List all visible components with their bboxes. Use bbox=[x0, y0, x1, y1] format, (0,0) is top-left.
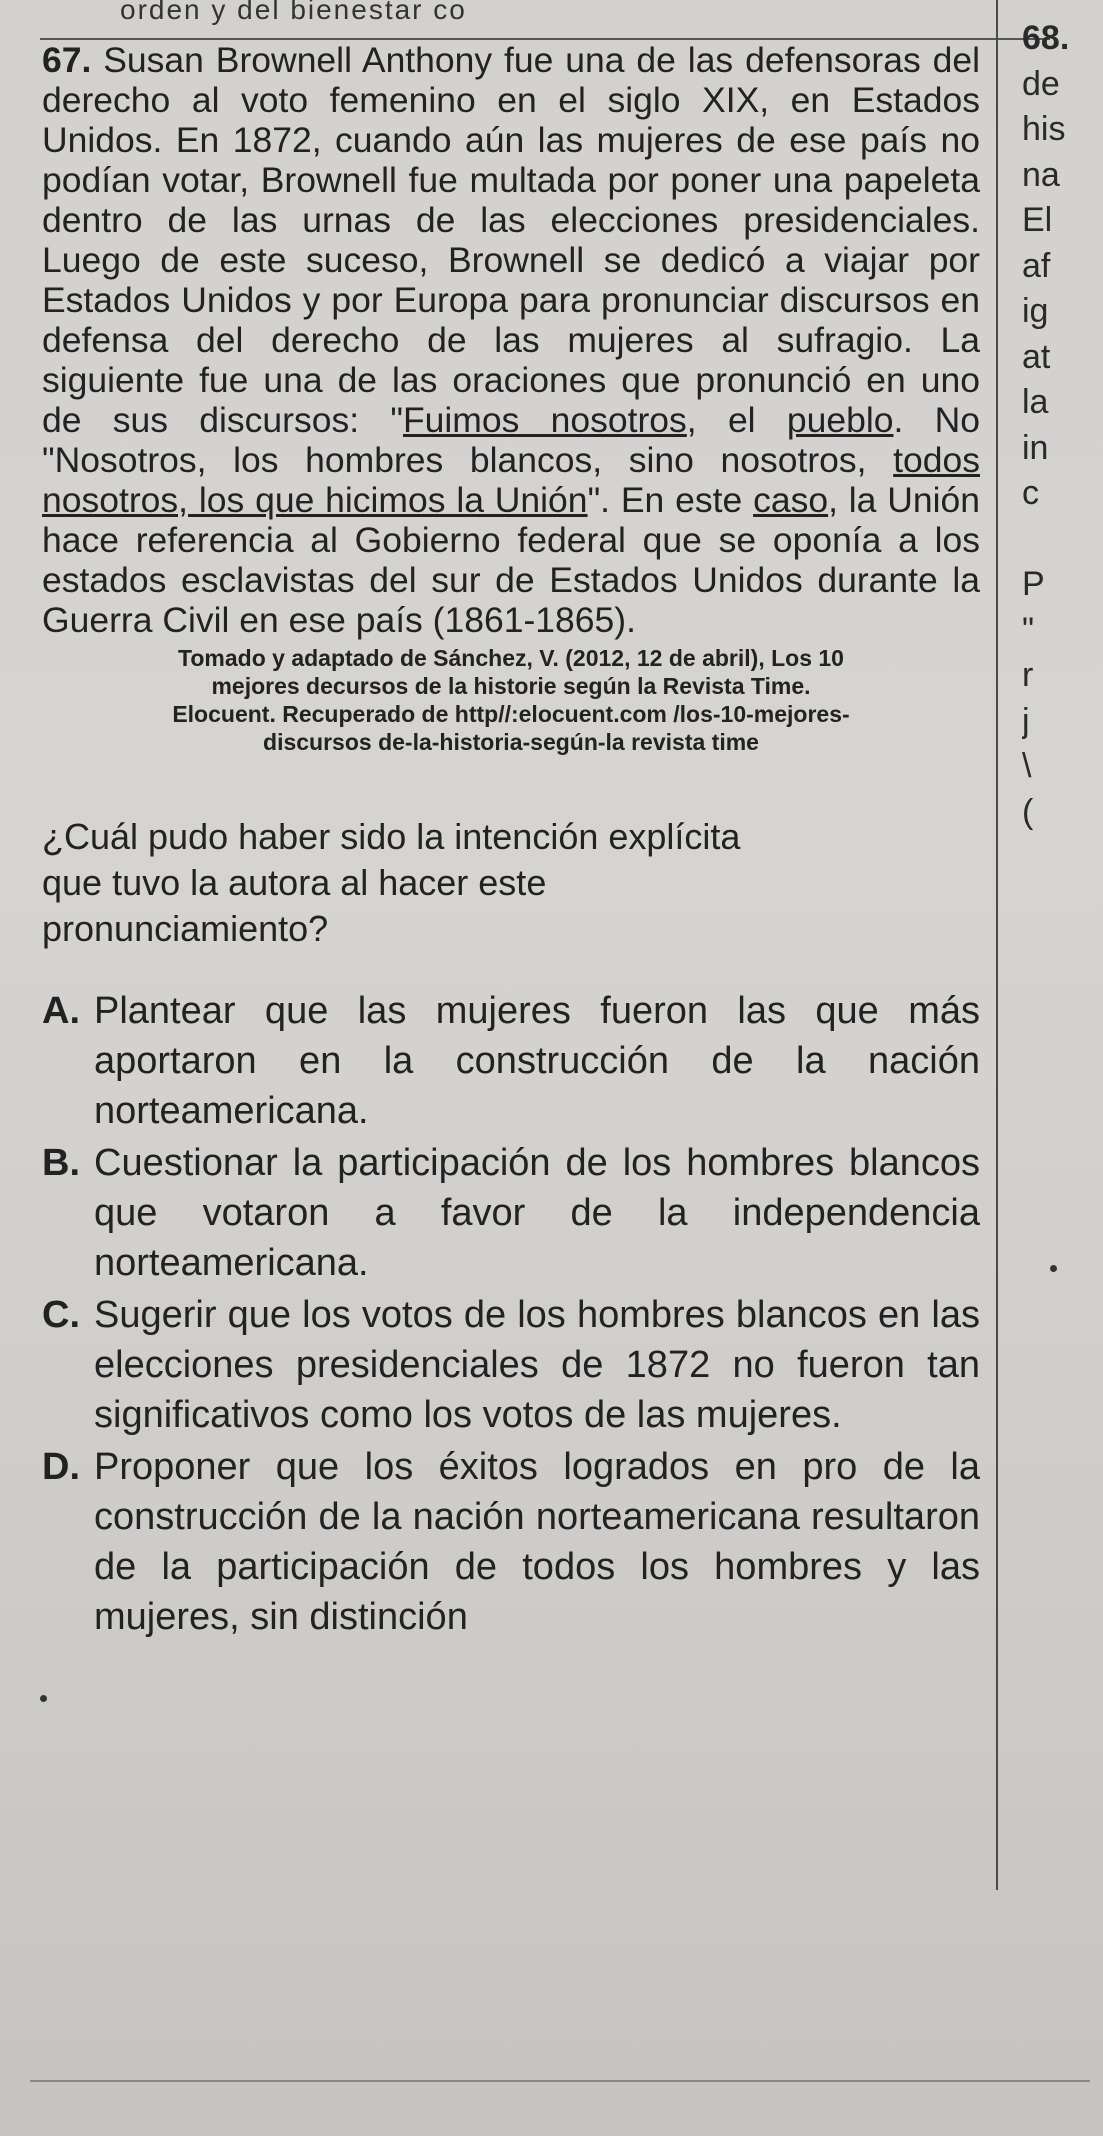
reading-passage bbox=[42, 40, 980, 640]
next-col-fragment: P bbox=[1022, 565, 1045, 603]
option-b-letter: B. bbox=[42, 1142, 80, 1184]
next-col-fragment: af bbox=[1022, 246, 1051, 285]
answer-options bbox=[42, 986, 980, 1642]
next-col-fragment: la bbox=[1022, 383, 1049, 421]
bottom-divider bbox=[30, 2080, 1090, 2082]
next-col-fragment: ( bbox=[1022, 792, 1034, 831]
passage-underlined-2: pueblo bbox=[786, 400, 894, 440]
option-c[interactable] bbox=[42, 1290, 980, 1440]
next-col-fragment: na bbox=[1022, 155, 1060, 194]
clipped-header-text: orden y del bienestar co bbox=[120, 0, 467, 25]
option-a[interactable] bbox=[42, 986, 980, 1136]
question-prompt: ¿Cuál pudo haber sido la intención explícita que tuvo la autora al hacer este pronunciamiento? bbox=[42, 816, 741, 949]
passage-text-5: , la Unión hace referencia al Gobierno federal que se oponía a los estados esclavistas del sur de Estados Unidos durante la Guerra Civil en ese país (1861-1865). bbox=[42, 480, 981, 640]
question-number: 67. bbox=[42, 40, 92, 80]
next-col-fragment: " bbox=[1022, 610, 1035, 649]
next-col-fragment: j bbox=[1022, 701, 1030, 740]
next-col-fragment: \ bbox=[1022, 747, 1032, 785]
next-col-fragment: his bbox=[1022, 110, 1066, 148]
next-question-number: 68. bbox=[1022, 19, 1070, 57]
column-divider bbox=[996, 0, 998, 1890]
option-d[interactable] bbox=[42, 1442, 980, 1642]
source-line-4: discursos de-la-historia-según-la revista time bbox=[263, 729, 759, 755]
next-col-fragment: ig bbox=[1022, 292, 1049, 330]
option-b[interactable] bbox=[42, 1138, 980, 1288]
next-col-fragment: El bbox=[1022, 201, 1053, 239]
source-line-3: Elocuent. Recuperado de http//:elocuent.com /los-10-mejores- bbox=[172, 701, 850, 727]
passage-text-1: Susan Brownell Anthony fue una de las defensoras del derecho al voto femenino en el siglo XIX, en Estados Unidos. En 1872, cuando aún las mujeres de ese país no podían votar, Brownell fue multada por poner una papeleta dentro de las urnas de las elecciones presidenciales. Luego de este suceso, Brownell se dedicó a viajar por Estados Unidos y por Europa para pronunciar discursos en defensa del derecho de las mujeres al sufragio. La siguiente fue una de las oraciones que pronunció en uno de sus discursos: " bbox=[42, 40, 980, 440]
option-a-text: Plantear que las mujeres fueron las que más aportaron en la construcción de la nación norteamericana. bbox=[94, 990, 980, 1132]
option-c-letter: C. bbox=[42, 1294, 80, 1336]
source-citation bbox=[42, 644, 980, 756]
passage-underlined-1: Fuimos nosotros bbox=[402, 400, 687, 440]
next-col-fragment bbox=[1022, 517, 1103, 563]
next-question-column bbox=[1022, 16, 1103, 835]
option-c-text: Sugerir que los votos de los hombres blancos en las elecciones presidenciales de 1872 no fueron tan significativos como los votos de las mujeres. bbox=[94, 1294, 980, 1436]
option-d-letter: D. bbox=[42, 1446, 80, 1488]
next-col-fragment: at bbox=[1022, 337, 1051, 376]
next-col-fragment: c bbox=[1022, 474, 1039, 512]
question-67 bbox=[42, 40, 980, 1644]
passage-underlined-4: caso bbox=[753, 480, 829, 520]
source-line-2: mejores decursos de la historie según la Revista Time. bbox=[211, 673, 811, 699]
next-col-fragment: in bbox=[1022, 428, 1049, 467]
option-d-text: Proponer que los éxitos logrados en pro de la construcción de la nación norteamericana resultaron de la participación de todos los hombres y las mujeres, sin distinción bbox=[94, 1446, 980, 1638]
passage-text-3: . No "Nosotros, los hombres blancos, sino nosotros, bbox=[42, 400, 980, 480]
option-b-text: Cuestionar la participación de los hombres blancos que votaron a favor de la independencia norteamericana. bbox=[94, 1142, 980, 1284]
bullet-mark-right bbox=[1050, 1265, 1057, 1272]
bullet-mark-left bbox=[40, 1695, 47, 1702]
source-line-1: Tomado y adaptado de Sánchez, V. (2012, 12 de abril), Los 10 bbox=[178, 645, 844, 671]
next-col-fragment: de bbox=[1022, 64, 1060, 103]
passage-text-2: , el bbox=[686, 400, 787, 440]
passage-text-4: ". En este bbox=[587, 480, 754, 520]
next-col-fragment: r bbox=[1022, 656, 1034, 694]
option-a-letter: A. bbox=[42, 990, 80, 1032]
passage-underlined-3: todos nosotros, los que hicimos la Unión bbox=[42, 440, 980, 520]
